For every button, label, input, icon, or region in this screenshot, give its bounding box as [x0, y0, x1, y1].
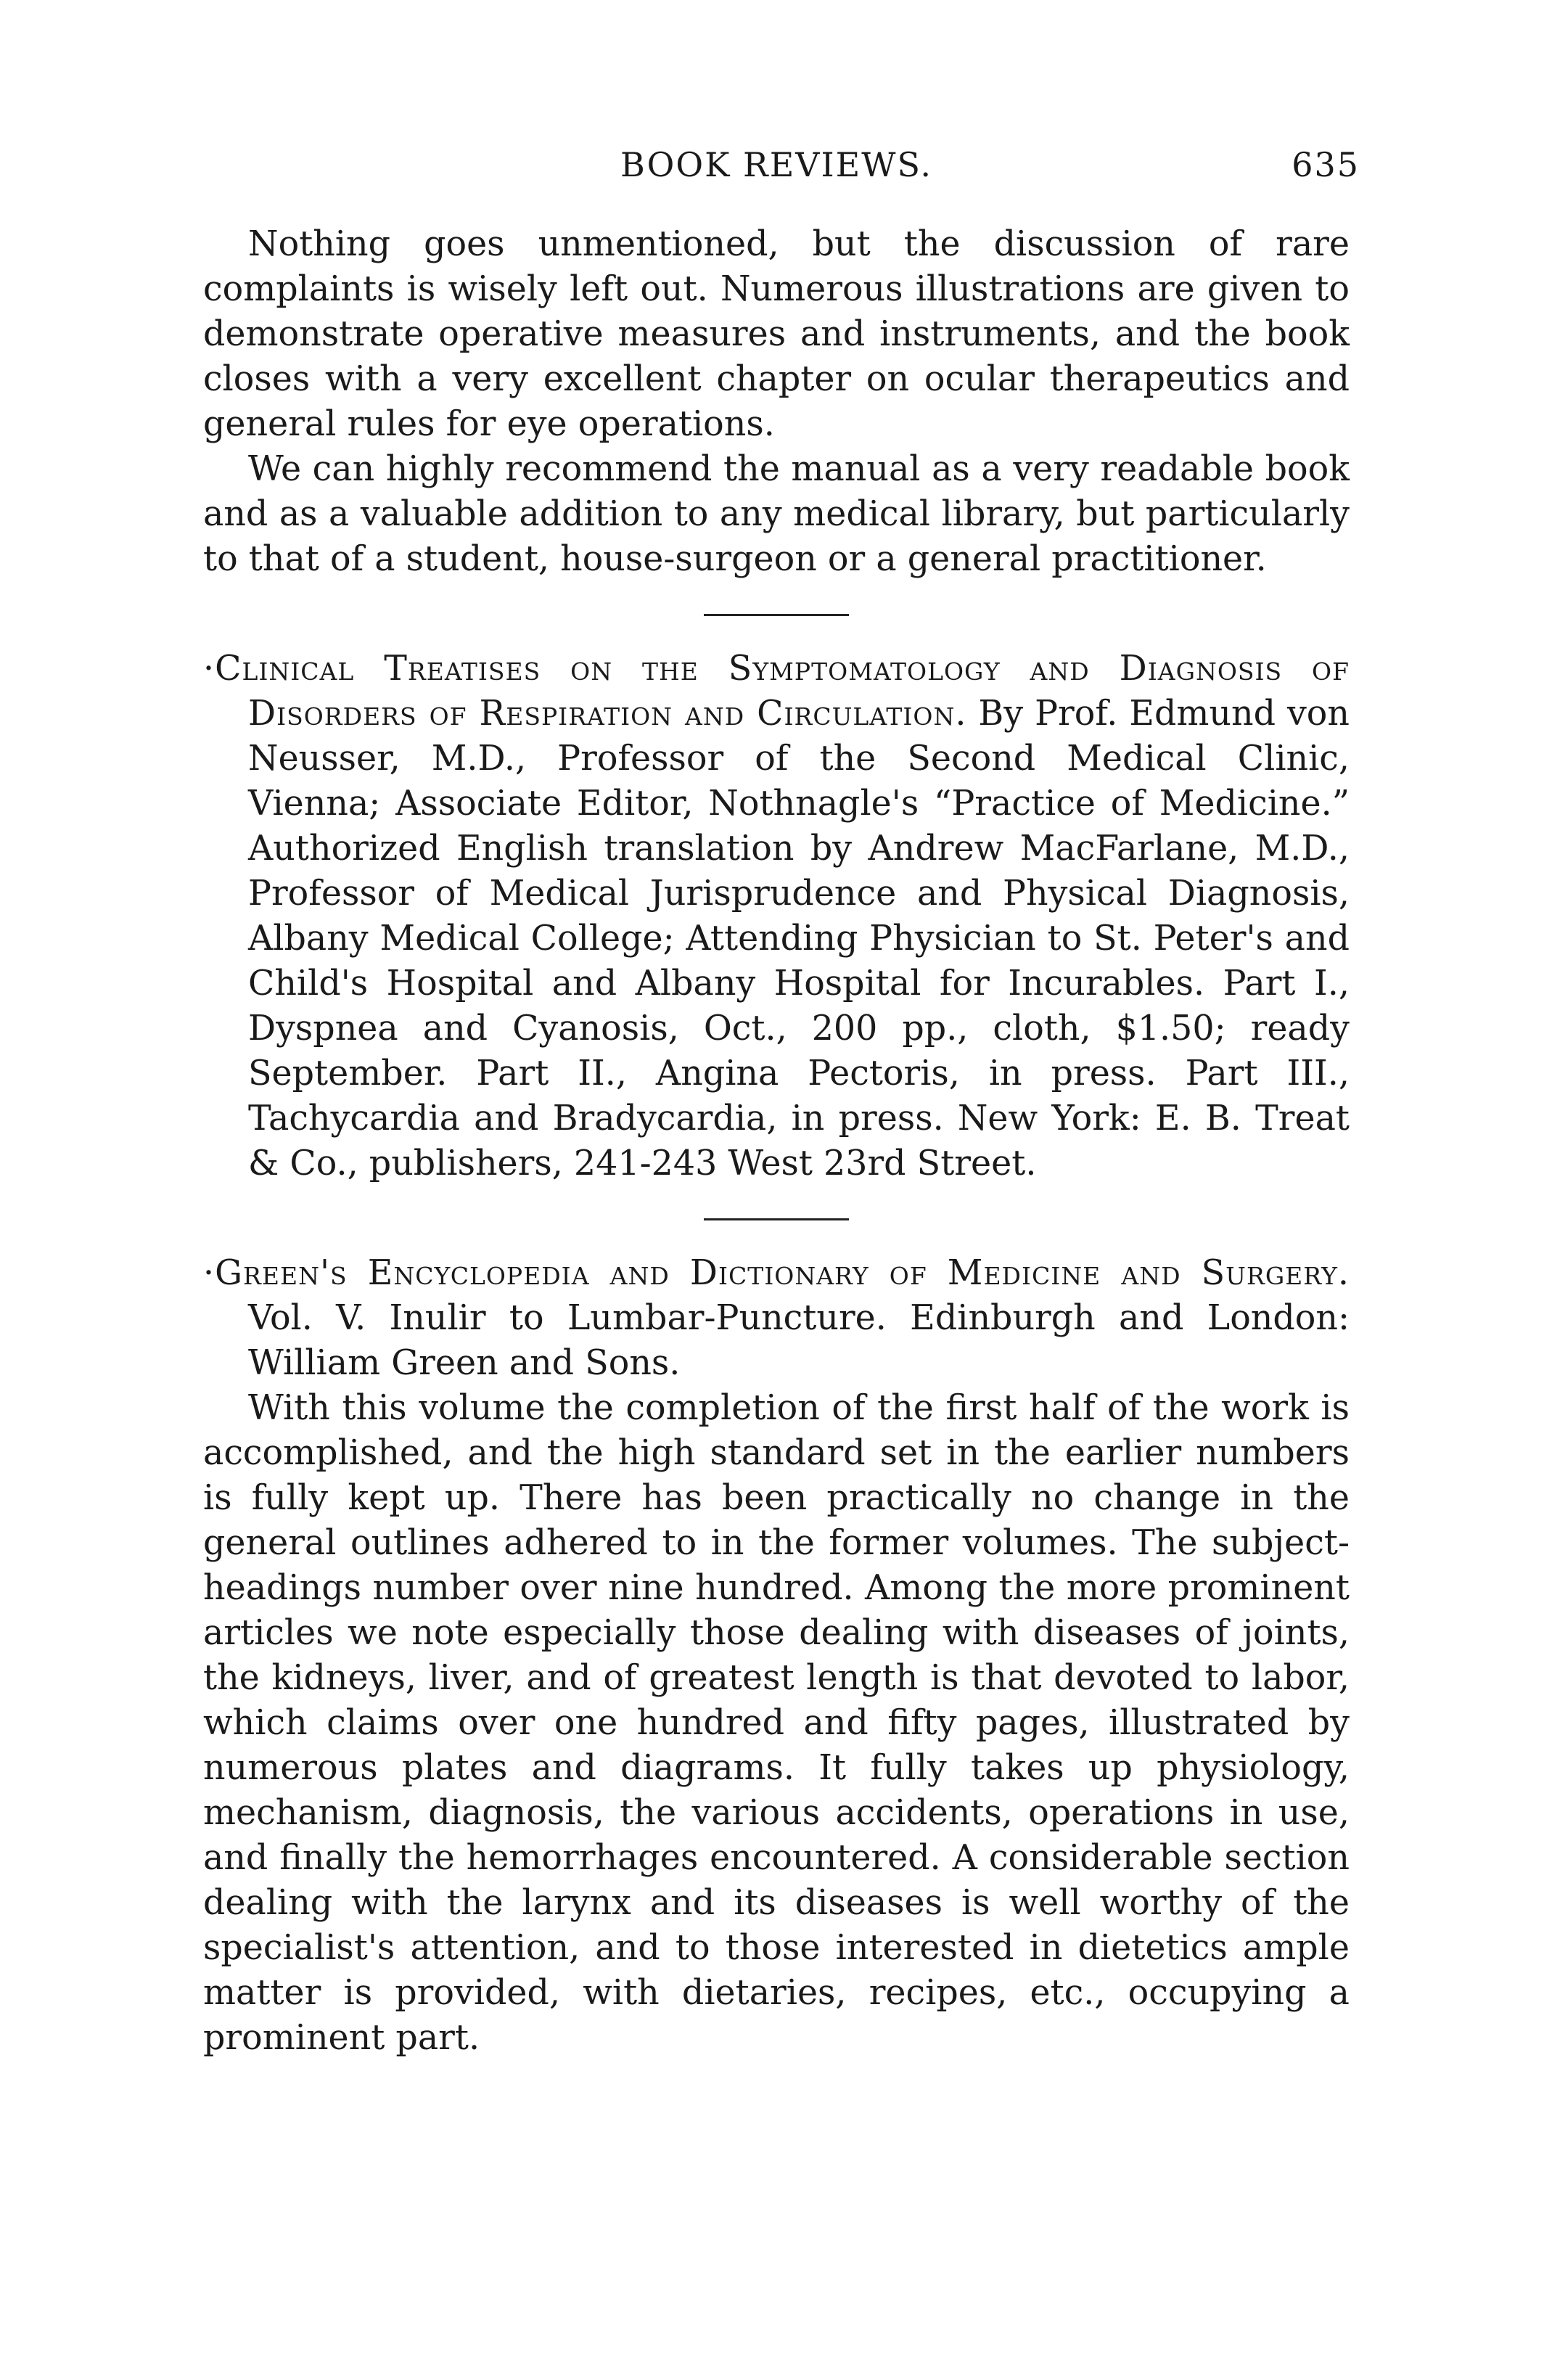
book-title: ·Clinical Treatises on the Symptomatology and Diagnosis of Disorders of Respiration and Circulation.	[203, 649, 1350, 734]
review-citation	[203, 1251, 1350, 1386]
review-citation	[203, 647, 1350, 1186]
running-head	[203, 145, 1360, 196]
review-entry	[203, 647, 1350, 1186]
section-divider	[704, 1218, 849, 1220]
book-details: By Prof. Edmund von Neusser, M.D., Professor of the Second Medical Clinic, Vienna; Associate Editor, Nothnagle's “Practice of Medicine.” Authorized English translation by Andrew MacFarlane, M.D., Professor of Medical Jurisprudence and Physical Diagnosis, Albany Medical College; Attending Physician to St. Peter's and Child's Hospital and Albany Hospital for Incurables. Part I., Dyspnea and Cyanosis, Oct., 200 pp., cloth, $1.50; ready September. Part II., Angina Pectoris, in press. Part III., Tachycardia and Bradycardia, in press. New York: E. B. Treat & Co., publishers, 241-243 West 23rd Street.	[248, 694, 1350, 1183]
review-entry	[203, 1251, 1350, 2061]
page-number: 635	[1292, 145, 1360, 184]
body-paragraph: We can highly recommend the manual as a very readable book and as a valuable addition to any medical library, but particularly to that of a student, house-surgeon or a general practitioner.	[203, 449, 1350, 579]
book-details: Vol. V. Inulir to Lumbar-Puncture. Edinburgh and London: William Green and Sons.	[248, 1298, 1350, 1383]
page	[203, 145, 1360, 2061]
body-paragraph: With this volume the completion of the first half of the work is accomplished, and the high standard set in the earlier numbers is fully kept up. There has been practically no change in the general outlines adhered to in the former volumes. The subject-headings number over nine hundred. Among the more prominent articles we note especially those dealing with diseases of joints, the kidneys, liver, and of greatest length is that devoted to labor, which claims over one hundred and fifty pages, illustrated by numerous plates and diagrams. It fully takes up physiology, mechanism, diagnosis, the various accidents, operations in use, and finally the hemorrhages encountered. A considerable section dealing with the larynx and its diseases is well worthy of the specialist's attention, and to those interested in dietetics ample matter is provided, with dietaries, recipes, etc., occupying a prominent part.	[203, 1388, 1350, 2058]
body-paragraph: Nothing goes unmentioned, but the discussion of rare complaints is wisely left out. Numerous illustrations are given to demonstrate operative measures and instruments, and the book closes with a very excellent chapter on ocular therapeutics and general rules for eye operations.	[203, 224, 1350, 444]
review-continuation	[203, 222, 1350, 582]
section-divider	[704, 614, 849, 616]
page-header-title: BOOK REVIEWS.	[620, 145, 933, 184]
book-title: ·Green's Encyclopedia and Dictionary of Medicine and Surgery.	[203, 1253, 1350, 1293]
